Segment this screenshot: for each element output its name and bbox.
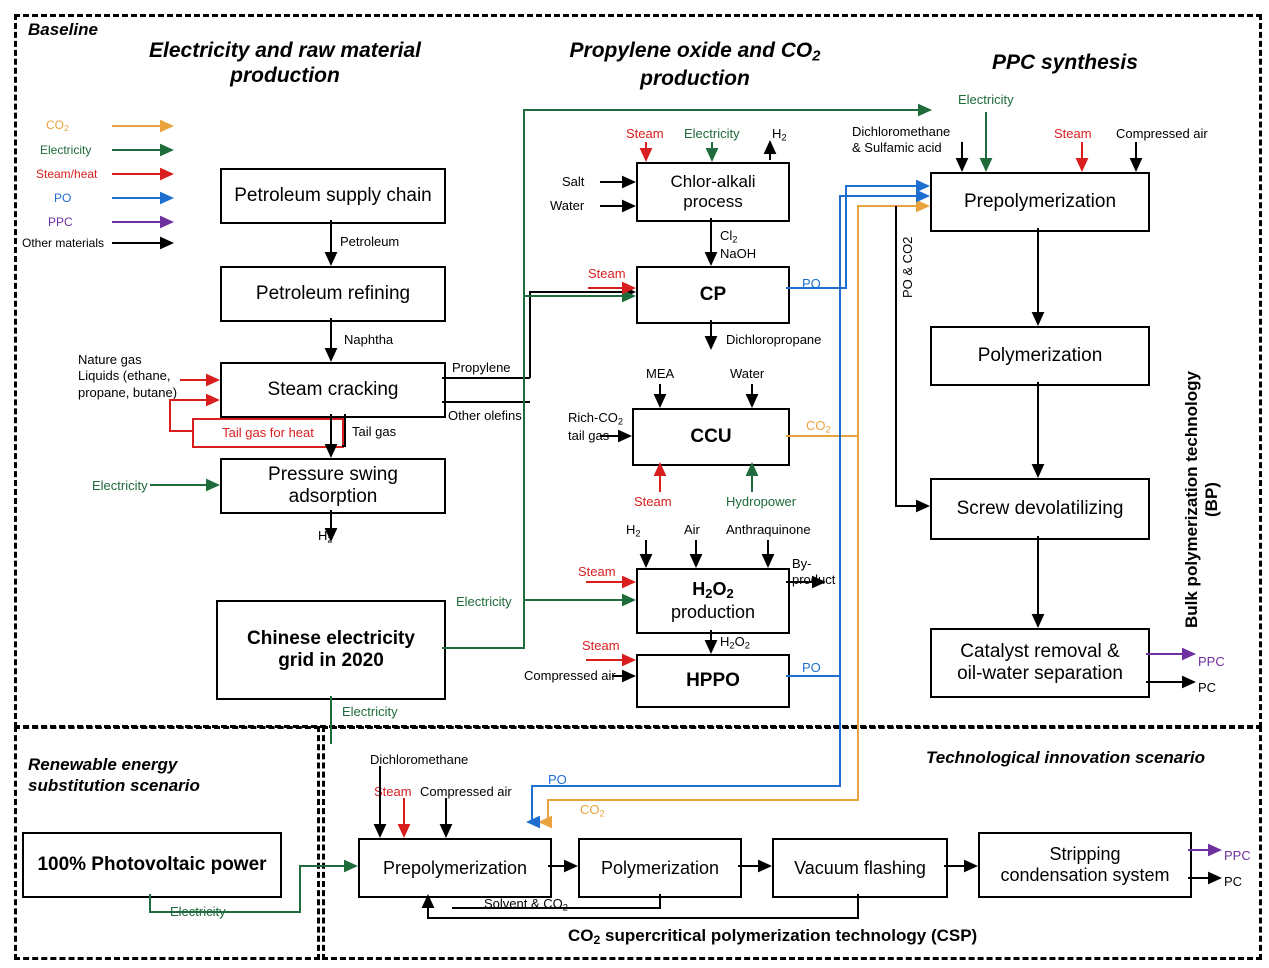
flow-label-pc-csp: PC: [1224, 874, 1243, 889]
flow-label-byproduct: By- product: [792, 556, 836, 587]
flow-label-steam-prepoly: Steam: [1054, 126, 1092, 141]
flow-label-electricity-prepoly: Electricity: [958, 92, 1014, 107]
flow-label-h2-h2o2: $H_2$: [626, 522, 641, 539]
flow-label-steam-chlor: Steam: [626, 126, 664, 141]
flow-label-electricity-chlor: Electricity: [684, 126, 740, 141]
flow-label-electricity-psa: Electricity: [92, 478, 148, 493]
flow-label-pc-bp: PC: [1198, 680, 1217, 695]
flow-label-naphtha: Naphtha: [344, 332, 394, 347]
flow-label-electricity-pv: Electricity: [170, 904, 226, 919]
flow-label-mea: MEA: [646, 366, 675, 381]
flow-label-anthraquinone: Anthraquinone: [726, 522, 811, 537]
flow-label-co2-ccu: $CO_2$: [806, 418, 831, 435]
flow-label-cl2-naoh: $Cl_2$ NaOH: [720, 228, 757, 261]
flow-label-ppc-csp: PPC: [1224, 848, 1251, 863]
csp-caption: $CO_2$ supercritical polymerization technology (CSP): [568, 926, 978, 948]
title-col3: PPC synthesis: [992, 51, 1138, 74]
flow-label-steam-cp: Steam: [588, 266, 626, 281]
box-steam-cracking[interactable]: Steam cracking: [220, 362, 446, 418]
flow-label-other-olefins: Other olefins: [448, 408, 522, 423]
legend-label-steam: Steam/heat: [36, 167, 98, 181]
bp-caption: Bulk polymerization technology (BP): [1182, 371, 1221, 629]
flow-label-steam-h2o2: Steam: [578, 564, 616, 579]
flow-label-steam-ccu: Steam: [634, 494, 672, 509]
flow-label-compressed-air-hppo: Compressed air: [524, 668, 616, 683]
flow-label-water-chlor: Water: [550, 198, 585, 213]
title-col2: Propylene oxide and $CO_2$ production: [569, 39, 821, 91]
flow-label-compressed-air-csp: Compressed air: [420, 784, 512, 799]
box-screw-devolatilizing[interactable]: Screw devolatilizing: [930, 478, 1150, 540]
legend-label-co2: $CO_2$: [46, 118, 69, 134]
box-chinese-electricity-grid[interactable]: Chinese electricity grid in 2020: [216, 600, 446, 700]
box-catalyst-removal[interactable]: Catalyst removal & oil-water separation: [930, 628, 1150, 698]
flow-label-electricity-h2o2: Electricity: [456, 594, 512, 609]
legend-label-ppc: PPC: [48, 215, 73, 229]
flow-label-compressed-air-prepoly: Compressed air: [1116, 126, 1208, 141]
legend-label-electricity: Electricity: [40, 143, 92, 157]
box-polymerization-csp[interactable]: Polymerization: [578, 838, 742, 898]
box-pressure-swing-adsorption[interactable]: Pressure swing adsorption: [220, 458, 446, 514]
section-renewable-label: Renewable energy substitution scenario: [28, 755, 200, 796]
legend-label-other: Other materials: [22, 236, 105, 250]
box-chlor-alkali-process[interactable]: Chlor-alkali process: [636, 162, 790, 222]
flow-label-ppc-bp: PPC: [1198, 654, 1225, 669]
box-cp[interactable]: CP: [636, 266, 790, 324]
flow-label-po-hppo: PO: [802, 660, 821, 675]
box-polymerization-bp[interactable]: Polymerization: [930, 326, 1150, 386]
flow-label-h2-psa: $H_2$: [318, 528, 333, 545]
section-technological-label: Technological innovation scenario: [926, 748, 1205, 767]
box-petroleum-supply-chain[interactable]: Petroleum supply chain: [220, 168, 446, 224]
flow-label-po-cp: PO: [802, 276, 821, 291]
flow-label-co2-csp: $CO_2$: [580, 802, 605, 819]
flow-label-propylene: Propylene: [452, 360, 511, 375]
box-prepolymerization-bp[interactable]: Prepolymerization: [930, 172, 1150, 232]
box-tail-gas-for-heat[interactable]: Tail gas for heat: [192, 418, 344, 448]
flow-label-po-co2: PO & CO2: [900, 236, 915, 298]
flow-label-air: Air: [684, 522, 700, 537]
box-ccu[interactable]: CCU: [632, 408, 790, 466]
flow-label-tail-gas: Tail gas: [352, 424, 397, 439]
box-vacuum-flashing[interactable]: Vacuum flashing: [772, 838, 948, 898]
flow-label-po-csp: PO: [548, 772, 567, 787]
flow-label-steam-hppo: Steam: [582, 638, 620, 653]
flow-label-dichloromethane-sulfamic: Dichloromethane & Sulfamic acid: [852, 124, 951, 155]
flow-label-dichloromethane-csp: Dichloromethane: [370, 752, 469, 767]
flow-label-solvent-co2: Solvent & $CO_2$: [484, 896, 568, 913]
flow-label-steam-csp: Steam: [374, 784, 412, 799]
flow-label-dichloropropane: Dichloropropane: [726, 332, 822, 347]
flow-label-h2o2: $H_2O_2$: [720, 634, 750, 651]
flow-label-petroleum: Petroleum: [340, 234, 400, 249]
box-photovoltaic-power[interactable]: 100% Photovoltaic power: [22, 832, 282, 898]
flow-label-hydropower: Hydropower: [726, 494, 797, 509]
flow-label-salt: Salt: [562, 174, 585, 189]
flow-label-nature-gas: Nature gas Liquids (ethane, propane, butane): [78, 352, 178, 400]
box-stripping-condensation[interactable]: Stripping condensation system: [978, 832, 1192, 898]
box-h2o2-production[interactable]: $H_2O_2$ production: [636, 568, 790, 634]
legend-label-po: PO: [54, 191, 72, 205]
flow-label-h2-chlor: $H_2$: [772, 126, 787, 143]
section-baseline-label: Baseline: [28, 20, 98, 39]
flow-label-electricity-grid-out: Electricity: [342, 704, 398, 719]
box-hppo[interactable]: HPPO: [636, 654, 790, 708]
title-col1: Electricity and raw material production: [149, 39, 421, 88]
box-prepolymerization-csp[interactable]: Prepolymerization: [358, 838, 552, 898]
box-petroleum-refining[interactable]: Petroleum refining: [220, 266, 446, 322]
flow-label-water-ccu: Water: [730, 366, 765, 381]
flow-label-rich-co2: Rich-$CO_2$ tail gas: [568, 410, 624, 443]
